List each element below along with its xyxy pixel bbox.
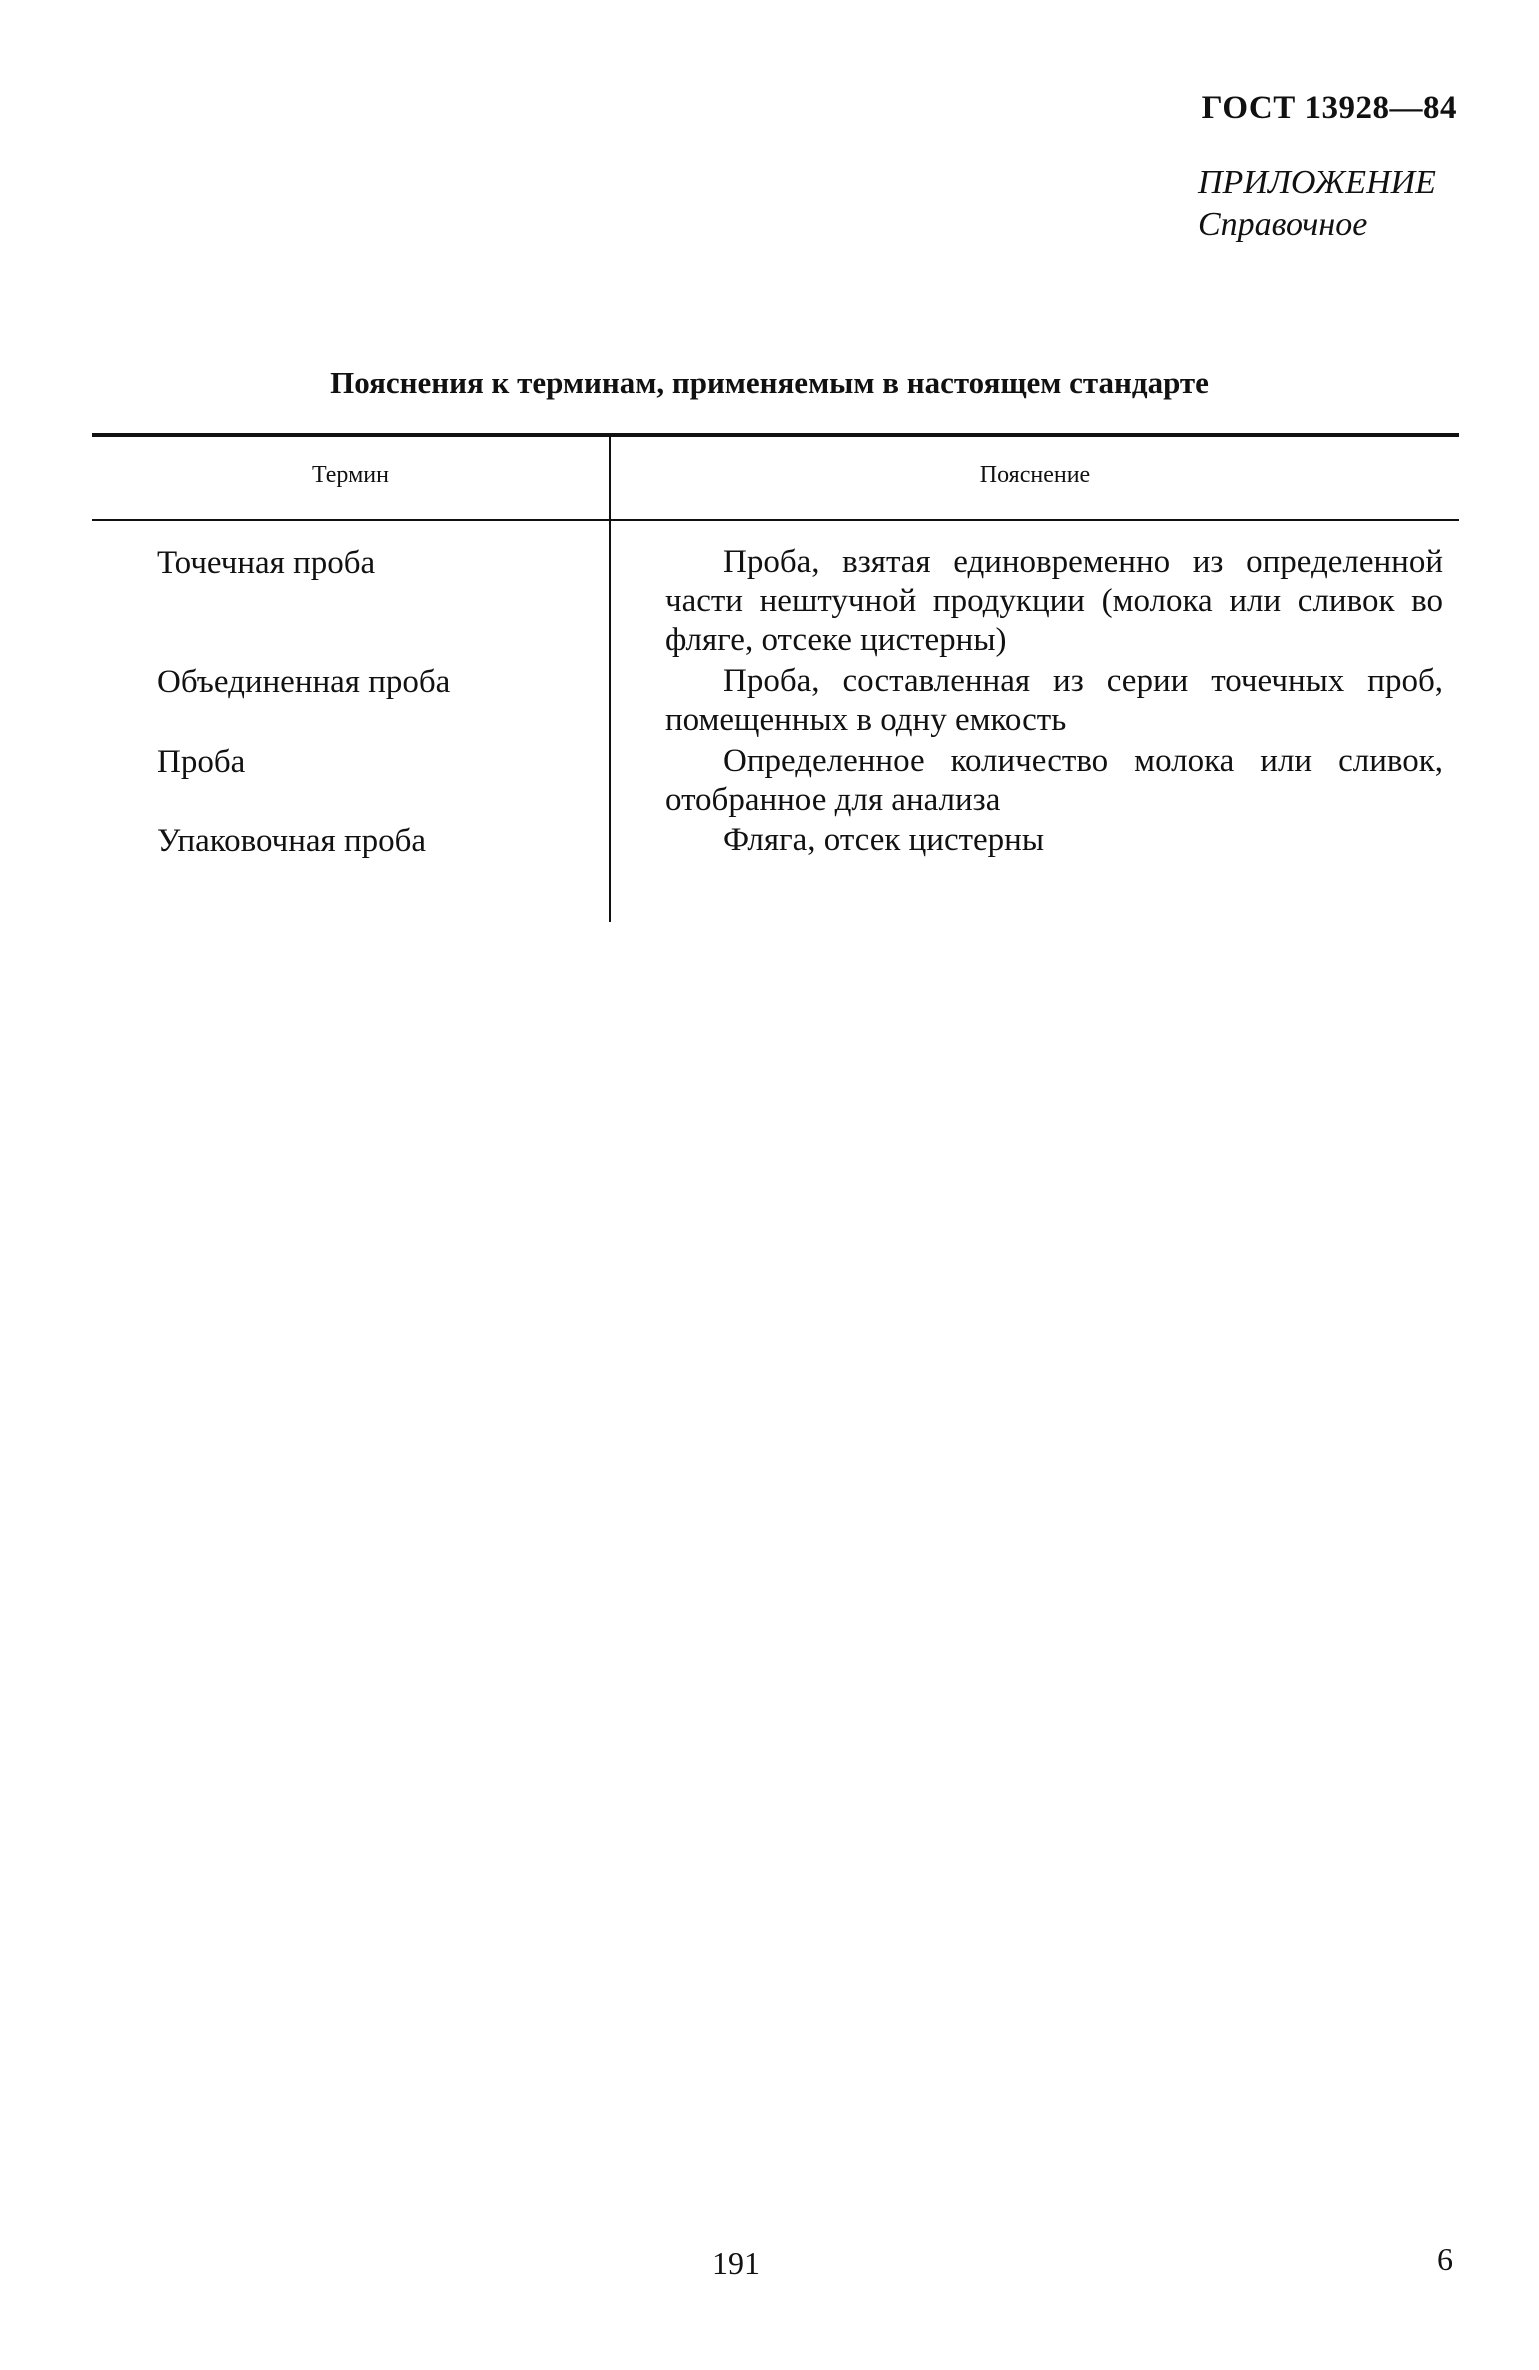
page-number: 191 xyxy=(712,2245,760,2281)
column-header-explanation: Пояснение xyxy=(979,462,1091,488)
column-divider xyxy=(609,437,611,922)
term-cell: Объединенная проба xyxy=(157,664,451,700)
column-header-term: Термин xyxy=(312,462,389,488)
explanation-cell: Определенное количество молока или сливок, отобранное для анализа xyxy=(665,743,1443,818)
table-top-rule xyxy=(92,433,1459,437)
term-cell: Упаковочная проба xyxy=(157,823,427,859)
appendix-label: ПРИЛОЖЕНИЕ xyxy=(1198,164,1436,201)
table-header-rule xyxy=(92,519,1459,521)
term-cell: Точечная проба xyxy=(157,545,376,581)
table-title: Пояснения к терминам, применяемым в настоящем стандарте xyxy=(330,365,1209,400)
document-number: ГОСТ 13928—84 xyxy=(1201,90,1457,126)
explanation-cell: Фляга, отсек цистерны xyxy=(723,822,1044,858)
appendix-kind: Справочное xyxy=(1198,206,1368,243)
sheet-number: 6 xyxy=(1437,2241,1453,2277)
appendix-block xyxy=(1198,162,1436,246)
explanation-cell: Проба, взятая единовременно из определенной части нештучной продукции (молока или сливок во фляге, отсеке цистерны) xyxy=(665,544,1443,658)
term-cell: Проба xyxy=(157,744,246,780)
explanation-cell: Проба, составленная из серии точечных проб, помещенных в одну емкость xyxy=(665,663,1443,738)
